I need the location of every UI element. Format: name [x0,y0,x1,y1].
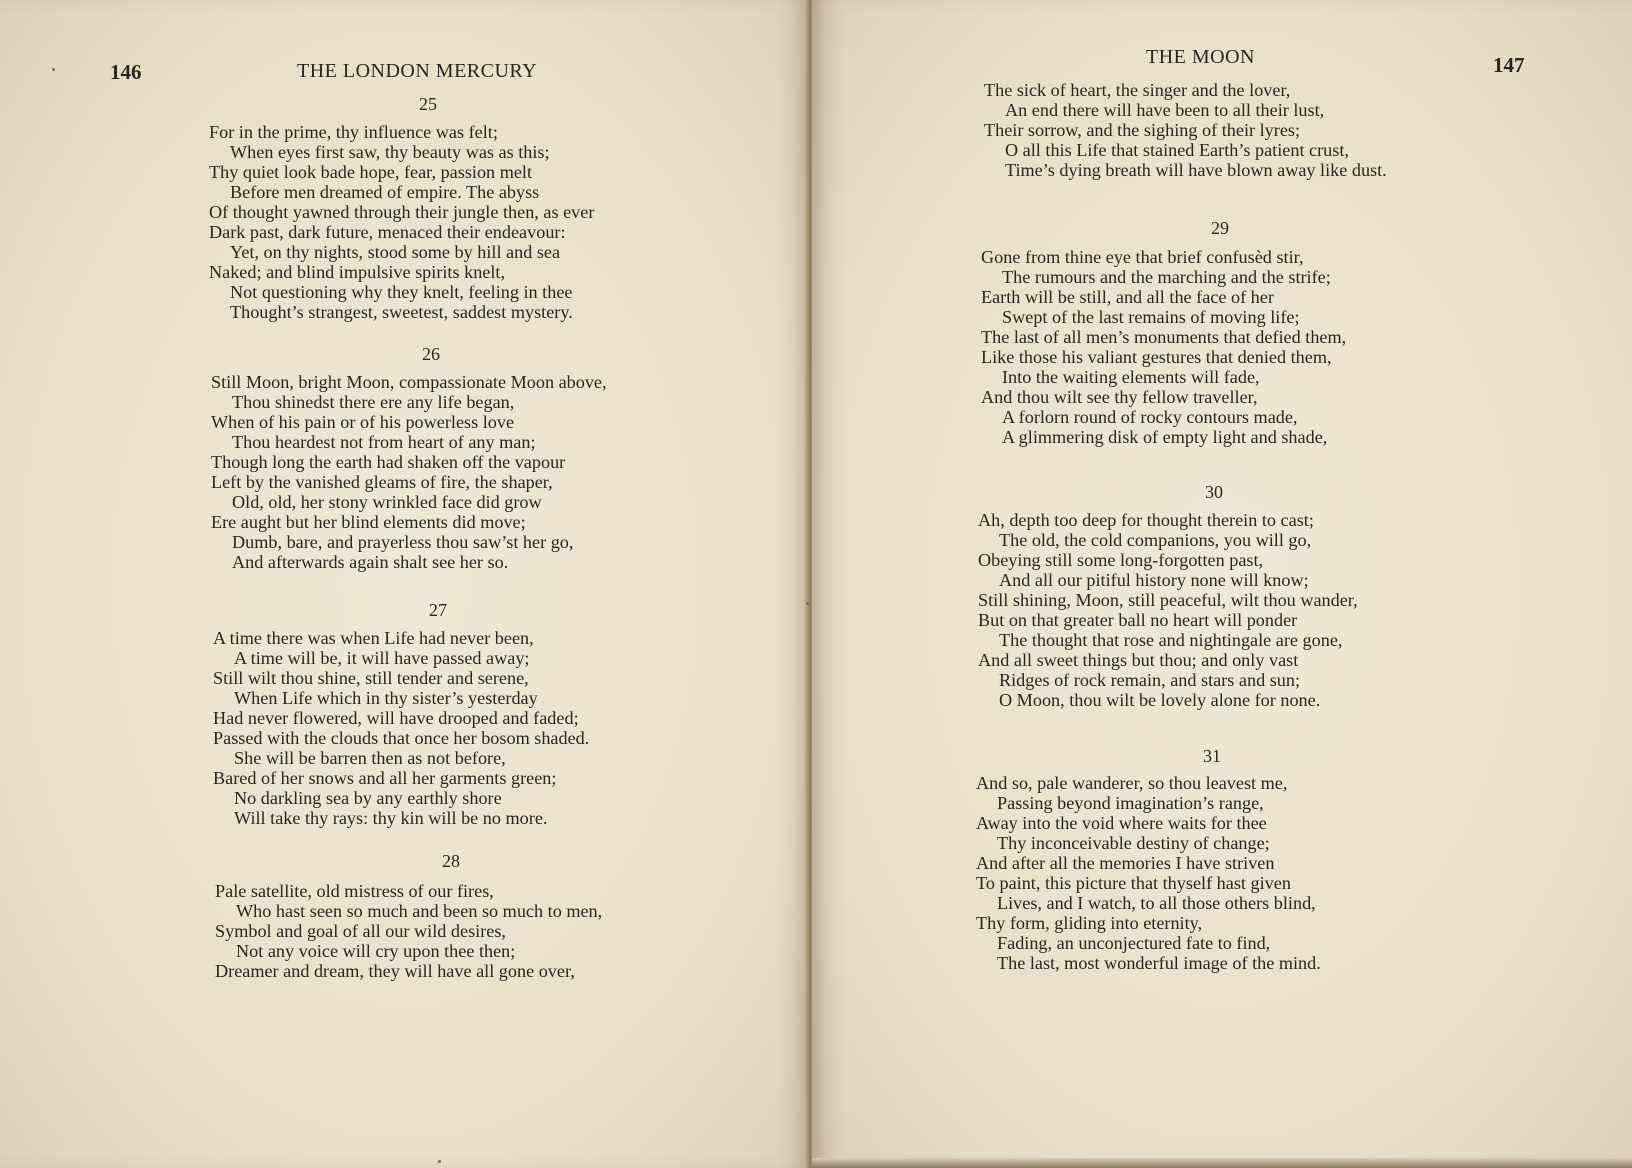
verse-line: And after all the memories I have striven [976,853,1275,873]
verse-line: The thought that rose and nightingale are gone, [999,630,1343,650]
page-number: 147 [1493,53,1525,77]
stanza-number: 25 [419,94,437,114]
verse-line: And so, pale wanderer, so thou leavest me, [976,773,1288,793]
verse-line: O all this Life that stained Earth’s patient crust, [1005,140,1349,160]
verse-line: Bared of her snows and all her garments green; [213,768,557,788]
verse-line: When of his pain or of his powerless love [211,412,515,432]
verse-line: The rumours and the marching and the strife; [1002,267,1331,287]
verse-line: The last, most wonderful image of the mind. [997,953,1321,973]
stanza [981,247,1346,447]
stanza [209,122,594,322]
verse-line: O Moon, thou wilt be lovely alone for none. [999,690,1321,710]
verse-line: Gone from thine eye that brief confusèd stir, [981,247,1304,267]
verse-line: A forlorn round of rocky contours made, [1002,407,1298,427]
verse-line: Away into the void where waits for thee [976,813,1267,833]
verse-line: A time there was when Life had never been, [213,628,534,648]
stanza-number: 26 [422,344,440,364]
verse-line: Of thought yawned through their jungle then, as ever [209,202,595,222]
verse-line: Lives, and I watch, to all those others blind, [997,893,1316,913]
stanza-number: 31 [1203,746,1221,766]
verse-line: Thou shinedst there ere any life began, [232,392,515,412]
verse-line: The last of all men’s monuments that defied them, [981,327,1347,347]
verse-line: Thou heardest not from heart of any man; [232,432,536,452]
verse-line: Obeying still some long-forgotten past, [978,550,1264,570]
verse-line: The old, the cold companions, you will go, [999,530,1312,550]
verse-line: When Life which in thy sister’s yesterday [234,688,538,708]
verse-line: Will take thy rays: thy kin will be no more. [234,808,548,828]
verse-line: Thought’s strangest, sweetest, saddest mystery. [230,302,573,322]
running-head: THE LONDON MERCURY [297,60,538,82]
verse-line: Not any voice will cry upon thee then; [236,941,516,961]
verse-line: Yet, on thy nights, stood some by hill and sea [230,242,561,262]
verse-line: For in the prime, thy influence was felt; [209,122,498,142]
verse-line: Ere aught but her blind elements did move; [211,512,526,532]
verse-line: Dumb, bare, and prayerless thou saw’st her go, [232,532,574,552]
verse-line: And all sweet things but thou; and only vast [978,650,1299,670]
verse-line: Not questioning why they knelt, feeling in thee [230,282,573,302]
stanza [215,881,602,981]
verse-line: Dark past, dark future, menaced their endeavour: [209,222,566,242]
verse-line: Though long the earth had shaken off the vapour [211,452,566,472]
verse-line: And thou wilt see thy fellow traveller, [981,387,1258,407]
verse-line: Symbol and goal of all our wild desires, [215,921,506,941]
stanza-continuation [984,80,1387,180]
stanza [211,372,607,572]
verse-line: Dreamer and dream, they will have all gone over, [215,961,575,981]
verse-line: Still shining, Moon, still peaceful, wilt thou wander, [978,590,1358,610]
verse-line: And afterwards again shalt see her so. [232,552,509,572]
paper-speck [438,1160,441,1163]
stanza [213,628,589,828]
verse-line: And all our pitiful history none will know; [999,570,1309,590]
verse-line: Left by the vanished gleams of fire, the shaper, [211,472,553,492]
page-edge [812,1158,1632,1168]
verse-line: She will be barren then as not before, [234,748,506,768]
verse-line: Their sorrow, and the sighing of their lyres; [984,120,1301,140]
verse-line: Pale satellite, old mistress of our fires, [215,881,494,901]
verse-line: Into the waiting elements will fade, [1002,367,1260,387]
verse-line: Still Moon, bright Moon, compassionate Moon above, [211,372,607,392]
verse-line: Thy quiet look bade hope, fear, passion melt [209,162,533,182]
verse-line: Swept of the last remains of moving life; [1002,307,1300,327]
verse-line: A time will be, it will have passed away; [234,648,530,668]
verse-line: Thy form, gliding into eternity, [976,913,1203,933]
verse-line: Before men dreamed of empire. The abyss [230,182,540,202]
verse-line: Ridges of rock remain, and stars and sun; [999,670,1301,690]
verse-line: Ah, depth too deep for thought therein to cast; [978,510,1314,530]
verse-line: Still wilt thou shine, still tender and serene, [213,668,529,688]
paper-speck [52,68,55,71]
right-page [812,0,1632,1168]
running-head: THE MOON [1146,46,1255,68]
verse-line: An end there will have been to all their lust, [1005,100,1325,120]
verse-line: Thy inconceivable destiny of change; [997,833,1270,853]
verse-line: Passing beyond imagination’s range, [997,793,1264,813]
verse-line: But on that greater ball no heart will ponder [978,610,1298,630]
paper-speck [806,602,809,605]
stanza [978,510,1358,710]
verse-line: Who hast seen so much and been so much to men, [236,901,603,921]
verse-line: Naked; and blind impulsive spirits knelt, [209,262,506,282]
verse-line: A glimmering disk of empty light and shade, [1002,427,1328,447]
verse-line: No darkling sea by any earthly shore [234,788,502,808]
verse-line: Had never flowered, will have drooped and faded; [213,708,579,728]
verse-line: The sick of heart, the singer and the lover, [984,80,1291,100]
stanza [976,773,1321,973]
verse-line: To paint, this picture that thyself hast given [976,873,1291,893]
verse-line: Time’s dying breath will have blown away like dust. [1005,160,1387,180]
stanza-number: 30 [1205,482,1223,502]
stanza-number: 29 [1211,218,1229,238]
verse-line: Like those his valiant gestures that denied them, [981,347,1332,367]
verse-line: When eyes first saw, thy beauty was as this; [230,142,550,162]
stanza-number: 27 [429,600,447,620]
page-number: 146 [110,60,142,84]
verse-line: Fading, an unconjectured fate to find, [997,933,1271,953]
verse-line: Old, old, her stony wrinkled face did grow [232,492,542,512]
left-page [0,0,810,1168]
verse-line: Passed with the clouds that once her bosom shaded. [213,728,590,748]
stanza-number: 28 [442,851,460,871]
verse-line: Earth will be still, and all the face of her [981,287,1274,307]
